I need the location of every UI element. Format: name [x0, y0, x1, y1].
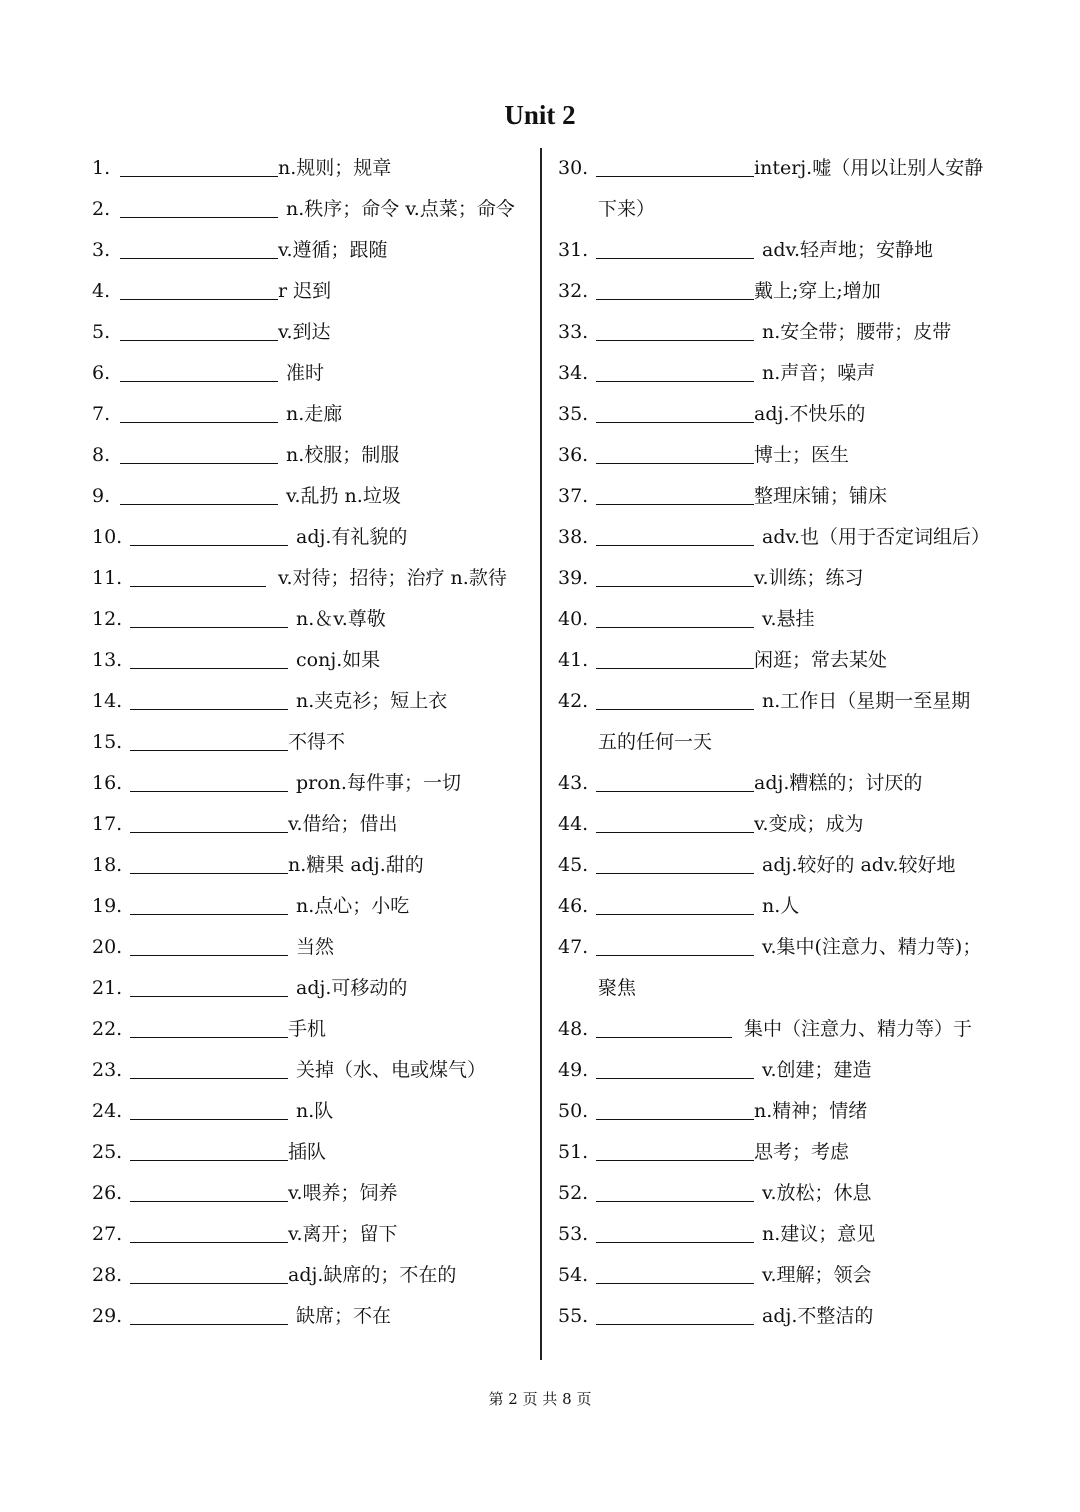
vocab-item: [92, 1255, 532, 1296]
answer-blank[interactable]: [130, 1158, 288, 1161]
item-number: 6.: [92, 362, 111, 384]
item-definition: adj.有礼貌的: [296, 526, 408, 548]
answer-blank[interactable]: [120, 215, 278, 218]
item-number: 12.: [92, 608, 123, 630]
vocab-item: [92, 640, 532, 681]
item-number: 40.: [558, 608, 589, 630]
answer-blank[interactable]: [596, 1035, 732, 1038]
item-definition: r 迟到: [278, 280, 332, 302]
item-definition: n.秩序；命令 v.点菜；命令: [286, 198, 515, 220]
item-definition: v.离开；留下: [288, 1223, 398, 1245]
answer-blank[interactable]: [596, 379, 754, 382]
answer-blank[interactable]: [596, 830, 754, 833]
item-number: 30.: [558, 157, 589, 179]
answer-blank[interactable]: [120, 502, 278, 505]
item-definition: 闲逛；常去某处: [754, 649, 888, 671]
item-number: 21.: [92, 977, 123, 999]
vocab-item: [558, 148, 1028, 189]
answer-blank[interactable]: [596, 297, 754, 300]
answer-blank[interactable]: [596, 912, 754, 915]
answer-blank[interactable]: [120, 379, 278, 382]
vocab-item: [558, 681, 1028, 722]
item-number: 4.: [92, 280, 111, 302]
answer-blank[interactable]: [130, 871, 288, 874]
vocab-item: [558, 804, 1028, 845]
answer-blank[interactable]: [596, 543, 754, 546]
page-title: Unit 2: [504, 100, 576, 130]
item-definition: v.集中(注意力、精力等)；: [762, 936, 982, 958]
vocab-item: [92, 189, 532, 230]
answer-blank[interactable]: [120, 420, 278, 423]
item-number: 11.: [92, 567, 123, 589]
answer-blank[interactable]: [596, 1117, 754, 1120]
item-definition: pron.每件事；一切: [296, 772, 461, 794]
vocab-item: [92, 558, 532, 599]
answer-blank[interactable]: [596, 461, 754, 464]
item-number: 31.: [558, 239, 589, 261]
vocab-item: [92, 394, 532, 435]
vocab-item: [92, 353, 532, 394]
vocab-item: [558, 353, 1028, 394]
answer-blank[interactable]: [596, 625, 754, 628]
vocab-item: [92, 968, 532, 1009]
item-definition: v.乱扔 n.垃圾: [286, 485, 401, 507]
answer-blank[interactable]: [130, 953, 288, 956]
vocab-item: [558, 1255, 1028, 1296]
vocab-item: [558, 230, 1028, 271]
answer-blank[interactable]: [130, 1076, 288, 1079]
vocab-item: [558, 435, 1028, 476]
item-definition: 整理床铺；铺床: [754, 485, 888, 507]
vocab-item: [92, 1214, 532, 1255]
vocab-item: [92, 271, 532, 312]
vocab-item: [558, 1009, 1028, 1050]
answer-blank[interactable]: [130, 666, 288, 669]
item-number: 18.: [92, 854, 123, 876]
item-number: 20.: [92, 936, 123, 958]
item-definition: v.创建；建造: [762, 1059, 872, 1081]
item-number: 52.: [558, 1182, 589, 1204]
vocab-item: [558, 1173, 1028, 1214]
answer-blank[interactable]: [130, 789, 288, 792]
vocab-item: [92, 1091, 532, 1132]
answer-blank[interactable]: [130, 543, 288, 546]
item-definition: 关掉（水、电或煤气）: [296, 1059, 487, 1081]
vocab-item: [558, 517, 1028, 558]
item-definition: 集中（注意力、精力等）于: [744, 1018, 973, 1040]
item-definition: n.队: [296, 1100, 334, 1122]
item-definition: n.校服；制服: [286, 444, 400, 466]
answer-blank[interactable]: [596, 1199, 754, 1202]
page-footer: 第 2 页 共 8 页: [488, 1390, 592, 1408]
item-number: 24.: [92, 1100, 123, 1122]
answer-blank[interactable]: [596, 1158, 754, 1161]
item-definition: adv.轻声地；安静地: [762, 239, 934, 261]
item-number: 46.: [558, 895, 589, 917]
item-definition: v.训练；练习: [754, 567, 864, 589]
item-definition: 聚焦: [598, 977, 637, 999]
item-definition: n.声音；噪声: [762, 362, 876, 384]
vocab-item: [558, 640, 1028, 681]
item-definition: v.借给；借出: [288, 813, 398, 835]
item-number: 36.: [558, 444, 589, 466]
item-definition: 不得不: [288, 731, 346, 753]
vocab-item-continuation: [558, 968, 1028, 1009]
item-definition: v.对待；招待；治疗 n.款待: [278, 567, 507, 589]
vocab-item: [558, 1296, 1028, 1337]
item-number: 28.: [92, 1264, 123, 1286]
vocab-item: [92, 599, 532, 640]
answer-blank[interactable]: [120, 297, 278, 300]
answer-blank[interactable]: [596, 789, 754, 792]
item-definition: 思考；考虑: [754, 1141, 850, 1163]
item-definition: 博士；医生: [754, 444, 850, 466]
vocab-item: [558, 1050, 1028, 1091]
item-number: 5.: [92, 321, 111, 343]
vocab-item: [92, 1009, 532, 1050]
right-column: [558, 148, 1028, 1337]
item-definition: n.走廊: [286, 403, 343, 425]
vocab-item: [558, 886, 1028, 927]
item-definition: n.工作日（星期一至星期: [762, 690, 971, 712]
answer-blank[interactable]: [596, 174, 754, 177]
vocab-item: [558, 312, 1028, 353]
item-number: 41.: [558, 649, 589, 671]
item-number: 50.: [558, 1100, 589, 1122]
left-column: [92, 148, 532, 1337]
item-definition: 手机: [288, 1018, 327, 1040]
answer-blank[interactable]: [596, 256, 754, 259]
answer-blank[interactable]: [120, 256, 278, 259]
item-definition: v.悬挂: [762, 608, 815, 630]
vocab-item: [558, 271, 1028, 312]
answer-blank[interactable]: [130, 1240, 288, 1243]
vocab-item: [92, 845, 532, 886]
answer-blank[interactable]: [130, 1117, 288, 1120]
answer-blank[interactable]: [130, 707, 288, 710]
item-definition: 戴上;穿上;增加: [754, 280, 881, 302]
item-number: 29.: [92, 1305, 123, 1327]
vocab-item: [92, 927, 532, 968]
vocab-item: [92, 230, 532, 271]
item-number: 25.: [92, 1141, 123, 1163]
item-definition: interj.嘘（用以让别人安静: [754, 157, 984, 179]
vocab-item: [92, 886, 532, 927]
vocab-item: [92, 517, 532, 558]
answer-blank[interactable]: [596, 584, 754, 587]
item-number: 47.: [558, 936, 589, 958]
item-number: 7.: [92, 403, 111, 425]
vocab-item: [558, 394, 1028, 435]
item-definition: n.点心；小吃: [296, 895, 410, 917]
item-definition: v.理解；领会: [762, 1264, 872, 1286]
answer-blank[interactable]: [130, 994, 288, 997]
vocab-item: [558, 1132, 1028, 1173]
item-definition: n.精神；情绪: [754, 1100, 868, 1122]
item-definition: adj.缺席的；不在的: [288, 1264, 457, 1286]
item-number: 3.: [92, 239, 111, 261]
vocab-item: [92, 435, 532, 476]
item-definition: n.人: [762, 895, 800, 917]
item-definition: 五的任何一天: [598, 731, 713, 753]
answer-blank[interactable]: [596, 871, 754, 874]
vocab-item: [92, 1132, 532, 1173]
item-definition: adj.可移动的: [296, 977, 408, 999]
item-number: 35.: [558, 403, 589, 425]
answer-blank[interactable]: [120, 338, 278, 341]
item-definition: adj.不快乐的: [754, 403, 866, 425]
answer-blank[interactable]: [120, 461, 278, 464]
item-number: 38.: [558, 526, 589, 548]
item-definition: adj.不整洁的: [762, 1305, 874, 1327]
item-number: 14.: [92, 690, 123, 712]
column-divider: [540, 148, 542, 1360]
item-number: 34.: [558, 362, 589, 384]
item-number: 26.: [92, 1182, 123, 1204]
answer-blank[interactable]: [130, 912, 288, 915]
vocab-item: [558, 599, 1028, 640]
vocab-item: [92, 804, 532, 845]
item-number: 48.: [558, 1018, 589, 1040]
item-definition: adj.糟糕的；讨厌的: [754, 772, 923, 794]
vocab-item: [558, 927, 1028, 968]
item-number: 8.: [92, 444, 111, 466]
item-number: 39.: [558, 567, 589, 589]
item-definition: v.变成；成为: [754, 813, 864, 835]
answer-blank[interactable]: [130, 1035, 288, 1038]
item-definition: v.到达: [278, 321, 331, 343]
item-definition: n.＆v.尊敬: [296, 608, 386, 630]
vocab-item: [558, 1091, 1028, 1132]
answer-blank[interactable]: [130, 830, 288, 833]
answer-blank[interactable]: [596, 953, 754, 956]
item-definition: 插队: [288, 1141, 327, 1163]
item-definition: n.夹克衫；短上衣: [296, 690, 448, 712]
item-number: 33.: [558, 321, 589, 343]
item-number: 17.: [92, 813, 123, 835]
answer-blank[interactable]: [596, 1076, 754, 1079]
vocab-item: [92, 1296, 532, 1337]
item-number: 37.: [558, 485, 589, 507]
answer-blank[interactable]: [130, 1199, 288, 1202]
item-number: 54.: [558, 1264, 589, 1286]
item-number: 43.: [558, 772, 589, 794]
answer-blank[interactable]: [596, 1322, 754, 1325]
item-definition: adv.也（用于否定词组后）: [762, 526, 991, 548]
vocab-item: [558, 476, 1028, 517]
item-number: 27.: [92, 1223, 123, 1245]
item-definition: conj.如果: [296, 649, 381, 671]
item-number: 45.: [558, 854, 589, 876]
item-number: 9.: [92, 485, 111, 507]
vocab-item: [92, 1173, 532, 1214]
answer-blank[interactable]: [596, 707, 754, 710]
item-definition: v.喂养；饲养: [288, 1182, 398, 1204]
item-number: 15.: [92, 731, 123, 753]
item-definition: n.规则；规章: [278, 157, 392, 179]
item-number: 42.: [558, 690, 589, 712]
answer-blank[interactable]: [130, 625, 288, 628]
vocab-item: [92, 1050, 532, 1091]
item-definition: n.糖果 adj.甜的: [288, 854, 424, 876]
vocab-item: [558, 1214, 1028, 1255]
item-number: 51.: [558, 1141, 589, 1163]
item-number: 16.: [92, 772, 123, 794]
item-definition: 下来）: [598, 198, 656, 220]
item-number: 44.: [558, 813, 589, 835]
vocab-item: [92, 722, 532, 763]
vocab-item: [558, 558, 1028, 599]
item-number: 19.: [92, 895, 123, 917]
answer-blank[interactable]: [130, 1322, 288, 1325]
item-definition: 当然: [296, 936, 335, 958]
item-number: 1.: [92, 157, 111, 179]
answer-blank[interactable]: [596, 420, 754, 423]
item-number: 22.: [92, 1018, 123, 1040]
answer-blank[interactable]: [596, 1240, 754, 1243]
vocab-item: [558, 763, 1028, 804]
item-definition: 缺席；不在: [296, 1305, 392, 1327]
item-definition: adj.较好的 adv.较好地: [762, 854, 956, 876]
item-number: 55.: [558, 1305, 589, 1327]
item-number: 32.: [558, 280, 589, 302]
vocab-item: [92, 681, 532, 722]
item-number: 49.: [558, 1059, 589, 1081]
item-number: 23.: [92, 1059, 123, 1081]
item-definition: n.安全带；腰带；皮带: [762, 321, 952, 343]
vocab-item: [558, 845, 1028, 886]
item-number: 53.: [558, 1223, 589, 1245]
item-number: 2.: [92, 198, 111, 220]
answer-blank[interactable]: [596, 666, 754, 669]
answer-blank[interactable]: [596, 502, 754, 505]
answer-blank[interactable]: [120, 174, 278, 177]
answer-blank[interactable]: [596, 1281, 754, 1284]
answer-blank[interactable]: [596, 338, 754, 341]
vocab-item-continuation: [558, 722, 1028, 763]
vocab-item: [92, 476, 532, 517]
item-number: 10.: [92, 526, 123, 548]
answer-blank[interactable]: [130, 584, 266, 587]
answer-blank[interactable]: [130, 748, 288, 751]
item-definition: n.建议；意见: [762, 1223, 876, 1245]
item-definition: v.遵循；跟随: [278, 239, 388, 261]
vocab-item-continuation: [558, 189, 1028, 230]
item-definition: v.放松；休息: [762, 1182, 872, 1204]
item-definition: 准时: [286, 362, 325, 384]
vocab-item: [92, 148, 532, 189]
vocab-item: [92, 763, 532, 804]
vocab-item: [92, 312, 532, 353]
answer-blank[interactable]: [130, 1281, 288, 1284]
item-number: 13.: [92, 649, 123, 671]
